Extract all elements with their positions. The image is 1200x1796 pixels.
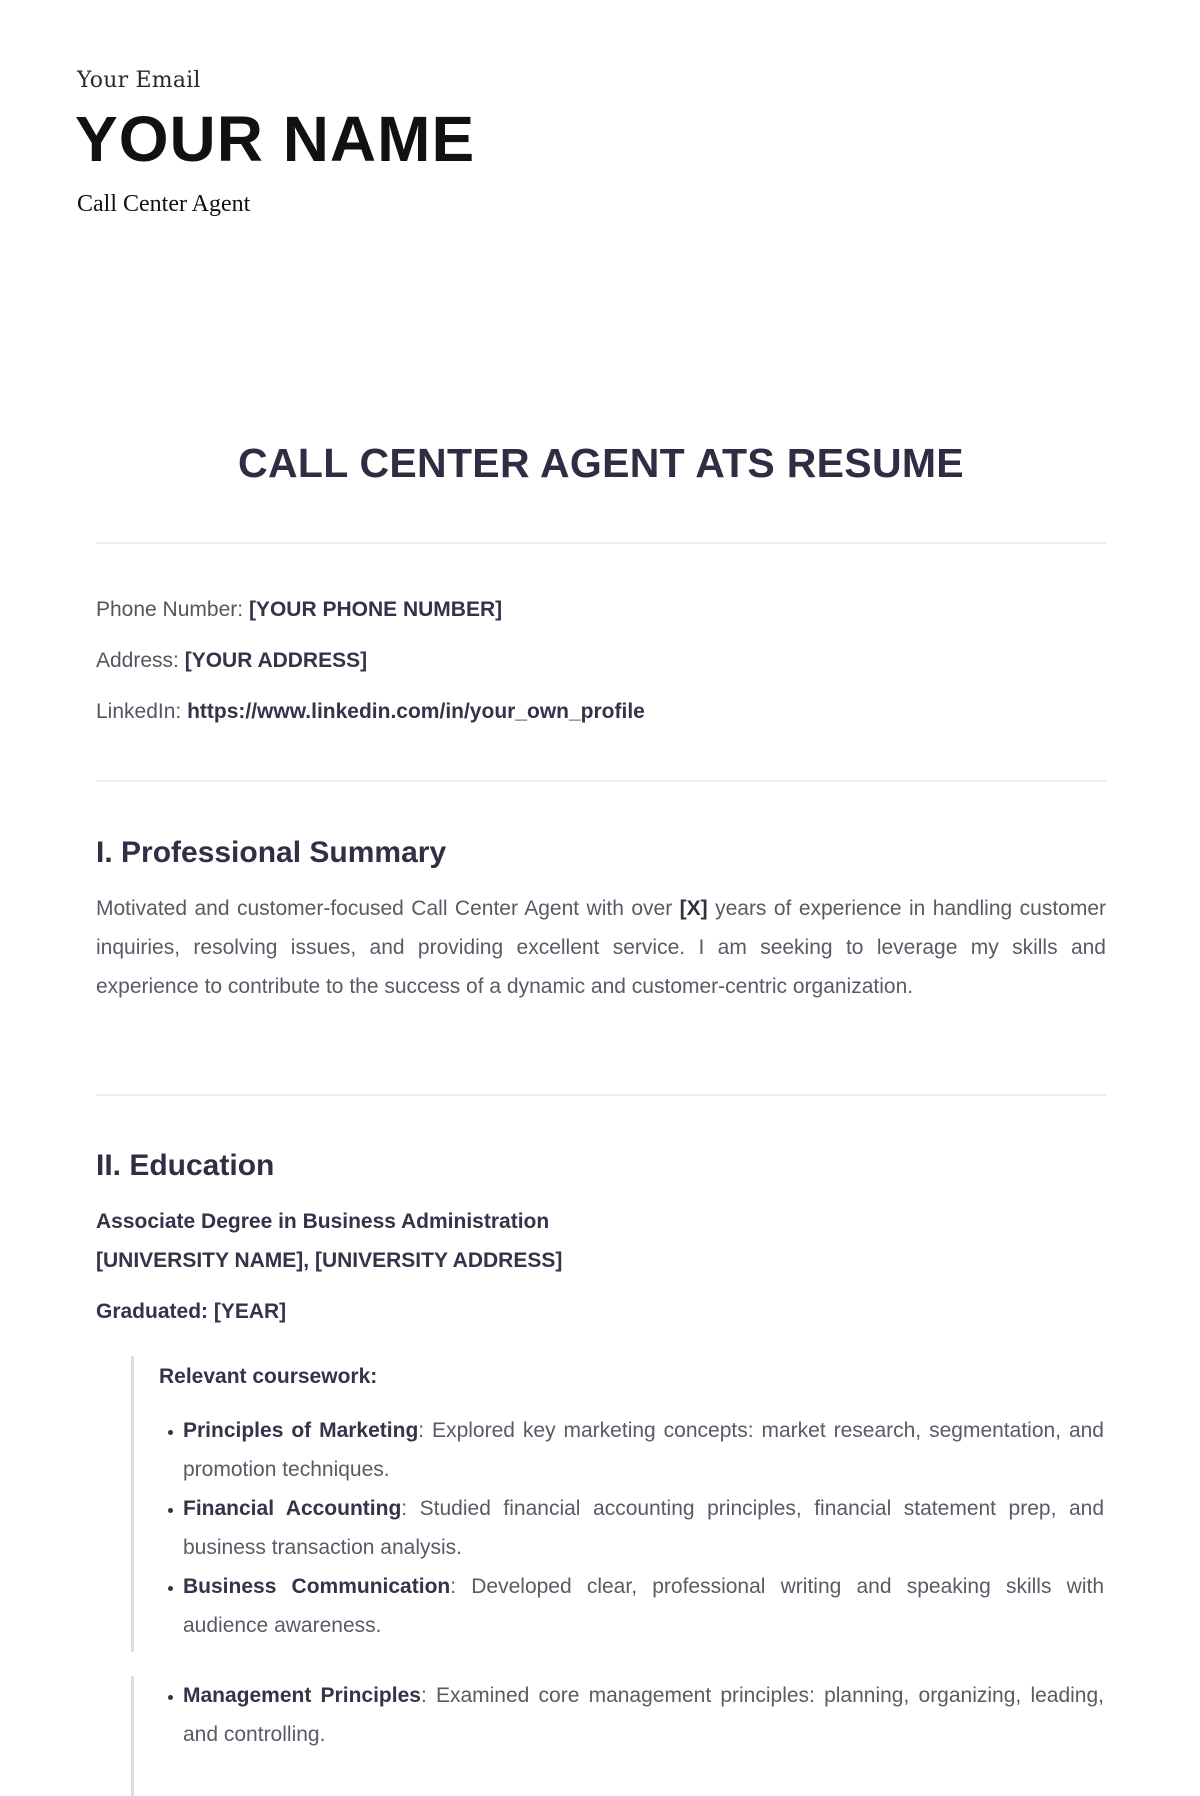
linkedin-label: LinkedIn: [96,700,182,723]
course-item [159,1676,1104,1754]
course-item [159,1489,1104,1567]
course-description: : Studied financial accounting principles, financial statement prep, and business transaction analysis. [183,1497,1104,1559]
contact-phone [96,598,502,622]
address-label: Address: [96,649,179,672]
education-graduated: Graduated: [YEAR] [96,1300,287,1323]
education-university: [UNIVERSITY NAME], [UNIVERSITY ADDRESS] [96,1249,563,1272]
course-item [159,1567,1104,1645]
summary-heading: I. Professional Summary [96,836,447,869]
divider [96,1094,1106,1096]
document-title: CALL CENTER AGENT ATS RESUME [238,440,964,486]
contact-linkedin [96,700,645,724]
course-name: Business Communication [183,1575,451,1598]
header-name: YOUR NAME [75,103,476,175]
address-value: [YOUR ADDRESS] [184,649,368,672]
education-degree: Associate Degree in Business Administration [96,1210,550,1233]
summary-paragraph [96,889,1106,1006]
contact-address [96,649,367,673]
course-name: Management Principles [183,1684,421,1707]
phone-value: [YOUR PHONE NUMBER] [248,598,503,621]
course-item [159,1411,1104,1489]
header-email: Your Email [77,68,201,93]
course-description: : Developed clear, professional writing and speaking skills with audience awareness. [183,1575,1104,1637]
phone-label: Phone Number: [96,598,244,621]
summary-text-after: years of experience in handling customer inquiries, resolving issues, and providing excellent service. I am seeking to leverage my skills and experience to contribute to the success of a dynamic and customer-centric organization. [96,897,1106,998]
education-heading: II. Education [96,1149,275,1182]
header-role: Call Center Agent [77,191,251,217]
course-name: Principles of Marketing [183,1419,419,1442]
coursework-block [131,1356,1104,1652]
divider [96,780,1106,782]
summary-text-before: Motivated and customer-focused Call Center Agent with over [96,897,680,920]
course-list [159,1411,1104,1645]
course-list [159,1676,1104,1754]
course-description: : Examined core management principles: planning, organizing, leading, and controlling. [183,1684,1105,1746]
coursework-block-continued [131,1676,1104,1796]
divider [96,542,1106,544]
summary-years: [X] [679,897,708,920]
coursework-heading: Relevant coursework: [159,1365,378,1388]
course-name: Financial Accounting [183,1497,402,1520]
course-description: : Explored key marketing concepts: market research, segmentation, and promotion techniques. [183,1419,1104,1481]
linkedin-link[interactable]: https://www.linkedin.com/in/your_own_profile [187,700,645,723]
